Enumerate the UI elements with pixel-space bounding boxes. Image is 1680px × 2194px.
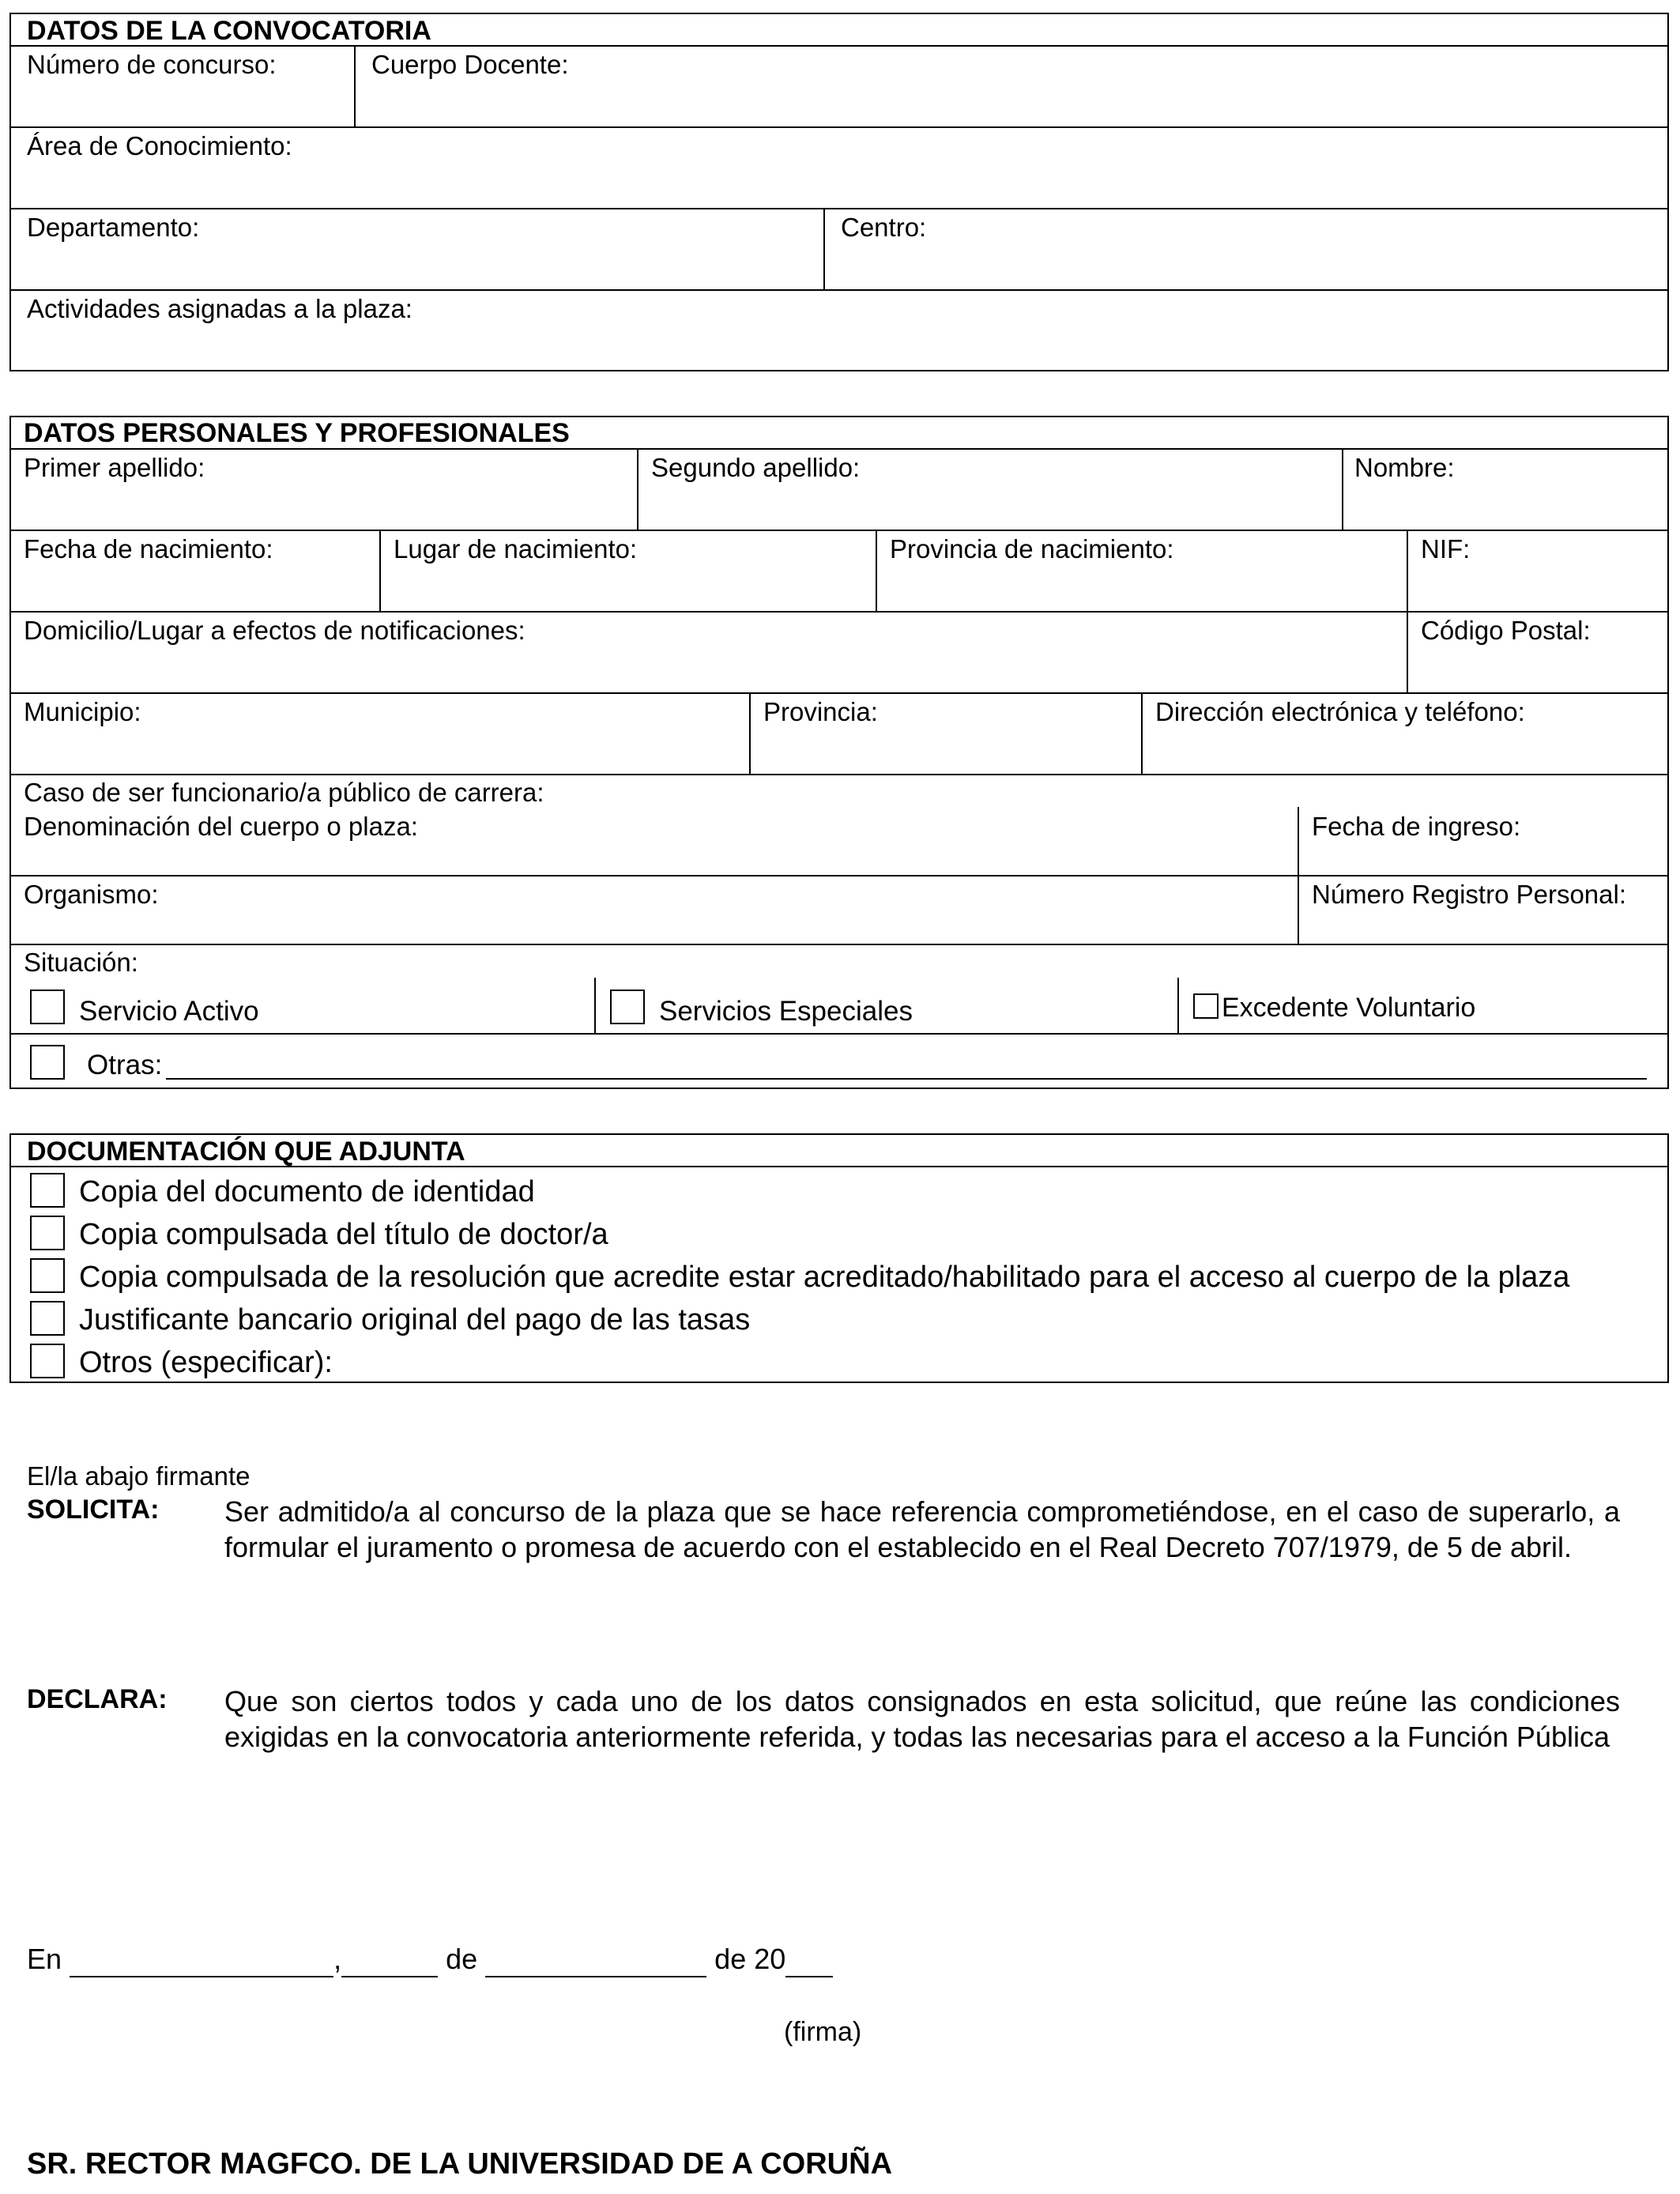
divider	[637, 448, 638, 530]
dia-input[interactable]	[341, 1943, 438, 1977]
otras-input-line[interactable]	[166, 1078, 1647, 1080]
divider	[9, 289, 1669, 291]
divider	[9, 875, 1669, 876]
divider	[876, 530, 877, 612]
divider	[379, 530, 381, 612]
mes-input[interactable]	[485, 1943, 706, 1977]
direccion-field[interactable]: Dirección electrónica y teléfono:	[1155, 697, 1525, 726]
doc-item-label: Copia del documento de identidad	[79, 1175, 535, 1208]
firmante-label: El/la abajo firmante	[27, 1461, 250, 1491]
excedente-label: Excedente Voluntario	[1222, 993, 1476, 1023]
situacion-label: Situación:	[24, 948, 138, 977]
divider	[9, 692, 1669, 694]
otras-checkbox[interactable]	[30, 1045, 65, 1080]
divider	[749, 692, 751, 775]
divider	[9, 208, 1669, 209]
divider	[9, 611, 1669, 613]
doc-resolucion-checkbox[interactable]	[30, 1258, 65, 1293]
doc-titulo-checkbox[interactable]	[30, 1216, 65, 1250]
lugar-input[interactable]	[70, 1943, 333, 1977]
divider	[1407, 611, 1408, 693]
divider	[1342, 448, 1343, 530]
centro-field[interactable]: Centro:	[841, 213, 927, 242]
divider	[9, 126, 1669, 128]
segundo-apellido-field[interactable]: Segundo apellido:	[651, 453, 861, 482]
divider	[9, 530, 1669, 531]
provincia-field[interactable]: Provincia:	[763, 697, 878, 726]
nombre-field[interactable]: Nombre:	[1354, 453, 1455, 482]
divider	[9, 1033, 1669, 1035]
fecha-ingreso-field[interactable]: Fecha de ingreso:	[1312, 812, 1521, 841]
fecha-nacimiento-field[interactable]: Fecha de nacimiento:	[24, 534, 273, 564]
doc-identidad-checkbox[interactable]	[30, 1173, 65, 1208]
divider	[9, 944, 1669, 945]
doc-item-label: Justificante bancario original del pago de las tasas	[79, 1303, 751, 1336]
declara-text: Que son ciertos todos y cada uno de los datos consignados en esta solicitud, que reúne las condiciones exigidas en la convocatoria anteriormente referida, y todas las necesarias para el acceso a la Función Pública	[224, 1685, 1620, 1753]
doc-item-label: Copia compulsada de la resolución que acredite estar acreditado/habilitado para el acceso al cuerpo de la plaza	[79, 1261, 1570, 1294]
en-label: En	[27, 1943, 62, 1975]
divider	[1407, 530, 1408, 612]
departamento-field[interactable]: Departamento:	[27, 213, 200, 242]
numero-registro-field[interactable]: Número Registro Personal:	[1312, 880, 1626, 909]
domicilio-field[interactable]: Domicilio/Lugar a efectos de notificaciones:	[24, 616, 525, 645]
otras-label: Otras:	[87, 1050, 163, 1080]
divider	[9, 448, 1669, 450]
solicita-label: SOLICITA:	[27, 1495, 160, 1525]
denominacion-field[interactable]: Denominación del cuerpo o plaza:	[24, 812, 418, 841]
municipio-field[interactable]: Municipio:	[24, 697, 141, 726]
destinatario: SR. RECTOR MAGFCO. DE LA UNIVERSIDAD DE A CORUÑA	[27, 2147, 893, 2181]
provincia-nacimiento-field[interactable]: Provincia de nacimiento:	[890, 534, 1174, 564]
section-title: DATOS PERSONALES Y PROFESIONALES	[24, 418, 570, 448]
divider	[354, 45, 356, 127]
doc-justificante-checkbox[interactable]	[30, 1301, 65, 1336]
organismo-field[interactable]: Organismo:	[24, 880, 159, 909]
de-label: de	[446, 1943, 478, 1975]
comma-label: ,	[333, 1943, 342, 1975]
doc-otros-checkbox[interactable]	[30, 1344, 65, 1378]
area-conocimiento-field[interactable]: Área de Conocimiento:	[27, 131, 292, 160]
cuerpo-docente-field[interactable]: Cuerpo Docente:	[371, 50, 569, 79]
de-anio-label: de 20	[714, 1943, 786, 1975]
servicios-especiales-checkbox[interactable]	[610, 990, 645, 1024]
doc-item-label: Otros (especificar):	[79, 1346, 333, 1379]
firma-label: (firma)	[784, 2017, 862, 2047]
solicita-text: Ser admitido/a al concurso de la plaza que se hace referencia comprometiéndose, en el caso de superarlo, a formular el juramento o promesa de acuerdo con el establecido en el Real Decreto 707/1979, de 5 de abril.	[224, 1495, 1620, 1563]
codigo-postal-field[interactable]: Código Postal:	[1421, 616, 1591, 645]
anio-input[interactable]	[785, 1943, 833, 1977]
lugar-fecha-line	[27, 1943, 833, 1977]
personales-frame	[9, 416, 1669, 1089]
numero-concurso-field[interactable]: Número de concurso:	[27, 50, 277, 79]
servicio-activo-checkbox[interactable]	[30, 990, 65, 1024]
divider	[1141, 692, 1143, 775]
section-title: DOCUMENTACIÓN QUE ADJUNTA	[27, 1137, 465, 1167]
doc-item-label: Copia compulsada del título de doctor/a	[79, 1218, 608, 1251]
servicios-especiales-label: Servicios Especiales	[659, 996, 913, 1027]
divider	[823, 208, 825, 290]
divider	[594, 978, 596, 1034]
divider	[9, 774, 1669, 775]
caso-funcionario-label: Caso de ser funcionario/a público de carrera:	[24, 778, 544, 807]
excedente-checkbox[interactable]	[1193, 993, 1219, 1019]
section-title: DATOS DE LA CONVOCATORIA	[27, 16, 431, 46]
declara-label: DECLARA:	[27, 1684, 168, 1714]
lugar-nacimiento-field[interactable]: Lugar de nacimiento:	[394, 534, 638, 564]
divider	[1177, 978, 1179, 1034]
primer-apellido-field[interactable]: Primer apellido:	[24, 453, 205, 482]
actividades-field[interactable]: Actividades asignadas a la plaza:	[27, 294, 412, 323]
divider	[1298, 807, 1299, 944]
nif-field[interactable]: NIF:	[1421, 534, 1471, 564]
servicio-activo-label: Servicio Activo	[79, 996, 259, 1027]
